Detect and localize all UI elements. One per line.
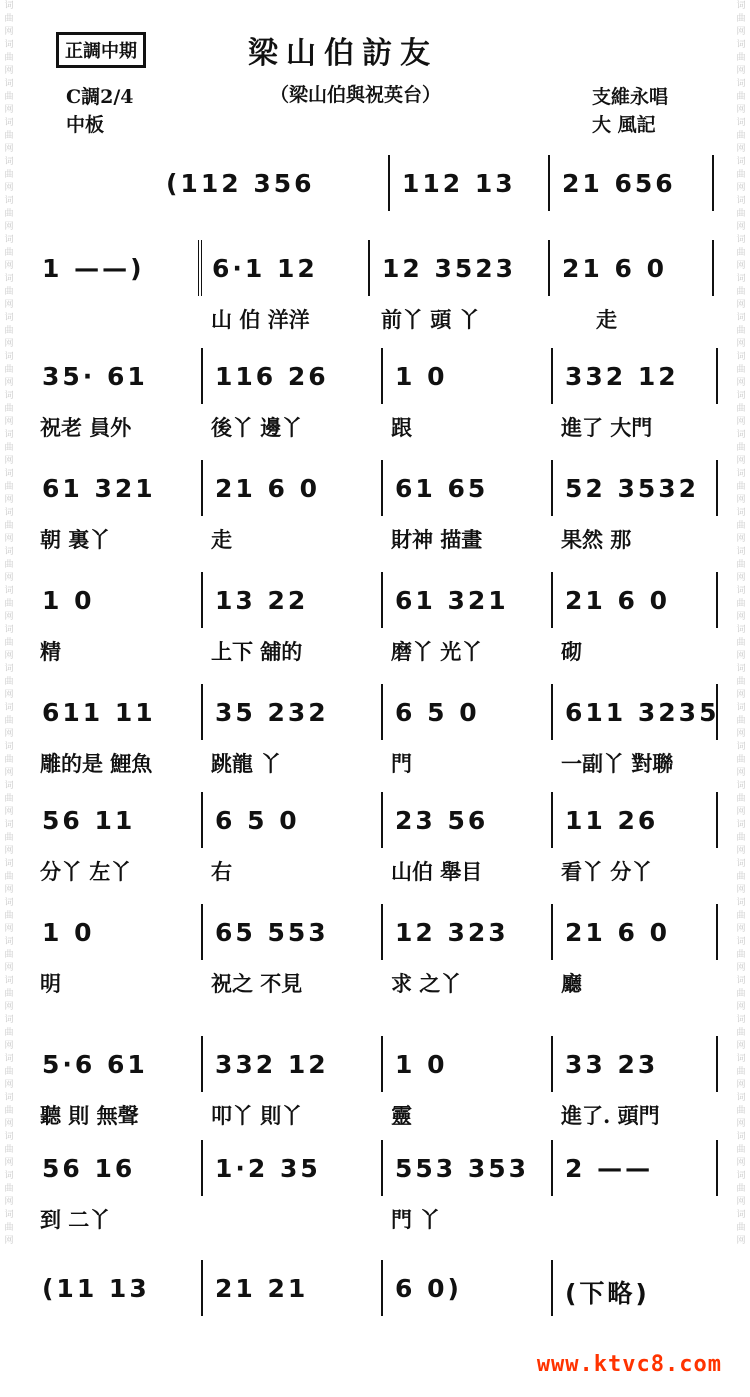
bar-line: [381, 904, 383, 960]
measure: 553 353: [395, 1154, 530, 1183]
note-line: [36, 684, 726, 740]
lyric: 進了 大門: [561, 415, 653, 440]
bar-line: [201, 792, 203, 848]
lyric: 雕的是 鯉魚: [40, 751, 153, 776]
bar-line: [716, 1036, 718, 1092]
note-line: [36, 1260, 726, 1316]
measure: 65 553: [215, 918, 329, 947]
watermark-right: 词曲网 词曲网 词曲网 词曲网 词曲网 词曲网 词曲网 词曲网 词曲网 词曲网 词曲网 词曲网 词曲网 词曲网 词曲网 词曲网 词曲网 词曲网 词曲网 词曲网 词曲网 词曲网 词曲网 词曲网 词曲网 词曲网 词曲网 词曲网 词曲网 词曲网 词曲网 词曲网: [736, 1, 749, 1246]
measure: 56 11: [42, 806, 136, 835]
bar-line: [551, 904, 553, 960]
measure: 1 0: [42, 586, 95, 615]
lyric: 山 伯 洋洋: [211, 307, 310, 332]
measure: 332 12: [565, 362, 679, 391]
measure: 21 6 0: [565, 586, 670, 615]
song-subtitle: （梁山伯與祝英台）: [270, 84, 442, 106]
lyric: 走: [211, 527, 232, 552]
mode-badge: 正調中期: [56, 32, 146, 68]
bar-line: [201, 1260, 203, 1316]
bar-line: [381, 460, 383, 516]
bar-line: [548, 240, 550, 296]
song-title: 梁山伯訪友: [248, 36, 438, 71]
bar-line: [716, 572, 718, 628]
measure: 61 321: [395, 586, 509, 615]
note-line: [36, 904, 726, 960]
lyric: 前丫 頭 丫: [381, 307, 480, 332]
bar-line: [381, 1140, 383, 1196]
lyric: 一副丫 對聯: [561, 751, 674, 776]
lyric: 求 之丫: [391, 971, 462, 996]
lyric: 門: [391, 751, 412, 776]
bar-line: [551, 460, 553, 516]
measure: 2 ——: [565, 1154, 654, 1183]
measure: 5·6 61: [42, 1050, 148, 1079]
lyric: 明: [40, 971, 61, 996]
bar-line: [368, 240, 370, 296]
measure: (112 356: [166, 169, 315, 198]
lyric: 果然 那: [561, 527, 632, 552]
lyric: 祝老 員外: [40, 415, 132, 440]
lyric: 叩丫 則丫: [211, 1103, 303, 1128]
measure: 116 26: [215, 362, 329, 391]
measure: 112 13: [402, 169, 516, 198]
measure: 6·1 12: [212, 254, 318, 283]
lyric: 走: [596, 307, 617, 332]
note-line: [36, 460, 726, 516]
lyric: 靈: [391, 1103, 412, 1128]
bar-line: [381, 684, 383, 740]
recorder-credit: 大 風記: [592, 114, 656, 136]
bar-line: [551, 572, 553, 628]
measure: 56 16: [42, 1154, 136, 1183]
bar-line: [201, 684, 203, 740]
bar-line: [716, 1140, 718, 1196]
measure: 21 6 0: [565, 918, 670, 947]
key-signature: C調2/4: [66, 86, 134, 108]
bar-line: [551, 1036, 553, 1092]
lyric: 右: [211, 859, 232, 884]
lyric: 砌: [561, 639, 582, 664]
measure: 1 0: [395, 1050, 448, 1079]
measure: 611 11: [42, 698, 156, 727]
measure: 21 6 0: [562, 254, 667, 283]
tempo-marking: 中板: [66, 114, 105, 136]
lyric: 精: [40, 639, 61, 664]
measure: 6 5 0: [395, 698, 480, 727]
lyric: 財神 描畫: [391, 527, 483, 552]
note-line: [36, 792, 726, 848]
bar-line: [201, 572, 203, 628]
measure: 1·2 35: [215, 1154, 321, 1183]
bar-line: [551, 1140, 553, 1196]
bar-line: [716, 904, 718, 960]
site-watermark: www.ktvc8.com: [536, 1352, 722, 1377]
measure: 1 0: [395, 362, 448, 391]
measure: 1 ——): [42, 254, 145, 283]
bar-line: [716, 460, 718, 516]
bar-line: [716, 684, 718, 740]
measure: 12 323: [395, 918, 509, 947]
lyric: 後丫 邊丫: [211, 415, 303, 440]
lyric: 門 丫: [391, 1207, 441, 1232]
bar-line: [712, 240, 714, 296]
bar-line: [201, 460, 203, 516]
note-line: [36, 348, 726, 404]
bar-line: [388, 155, 390, 211]
measure: 6 0): [395, 1274, 462, 1303]
measure: 11 26: [565, 806, 659, 835]
bar-line: [381, 792, 383, 848]
measure: 21 6 0: [215, 474, 320, 503]
measure: 12 3523: [382, 254, 517, 283]
bar-line: [551, 348, 553, 404]
bar-line: [716, 792, 718, 848]
watermark-left: 词曲网 词曲网 词曲网 词曲网 词曲网 词曲网 词曲网 词曲网 词曲网 词曲网 词曲网 词曲网 词曲网 词曲网 词曲网 词曲网 词曲网 词曲网 词曲网 词曲网 词曲网 词曲网 词曲网 词曲网 词曲网 词曲网 词曲网 词曲网 词曲网 词曲网 词曲网 词曲网: [4, 1, 17, 1246]
bar-line: [381, 572, 383, 628]
measure: 21 656: [562, 169, 676, 198]
bar-line: [551, 1260, 553, 1316]
bar-line: [716, 348, 718, 404]
lyric: 到 二丫: [40, 1207, 111, 1232]
measure: (下略): [565, 1279, 650, 1308]
measure: 35 232: [215, 698, 329, 727]
measure: 21 21: [215, 1274, 309, 1303]
measure: 332 12: [215, 1050, 329, 1079]
lyric: 聽 則 無聲: [40, 1103, 139, 1128]
bar-line: [551, 792, 553, 848]
measure: 611 3235: [565, 698, 720, 727]
bar-line: [201, 904, 203, 960]
note-line: [36, 1140, 726, 1196]
bar-line: [551, 684, 553, 740]
measure: 61 65: [395, 474, 489, 503]
lyric: 磨丫 光丫: [391, 639, 483, 664]
lyric: 看丫 分丫: [561, 859, 653, 884]
bar-line: [381, 1036, 383, 1092]
lyric: 分丫 左丫: [40, 859, 132, 884]
lyric: 廳: [561, 971, 582, 996]
singer-credit: 支維永唱: [592, 86, 669, 108]
lyric: 跳龍 丫: [211, 751, 282, 776]
bar-line: [381, 1260, 383, 1316]
bar-line: [201, 1140, 203, 1196]
bar-line: [548, 155, 550, 211]
measure: 35· 61: [42, 362, 148, 391]
measure: (11 13: [42, 1274, 150, 1303]
lyric: 上下 舖的: [211, 639, 303, 664]
note-line: [36, 572, 726, 628]
lyric: 山伯 舉目: [391, 859, 483, 884]
note-line: [36, 155, 726, 211]
lyric: 進了. 頭門: [561, 1103, 660, 1128]
bar-line: [201, 1036, 203, 1092]
measure: 23 56: [395, 806, 489, 835]
note-line: [36, 240, 726, 296]
measure: 13 22: [215, 586, 309, 615]
note-line: [36, 1036, 726, 1092]
measure: 1 0: [42, 918, 95, 947]
bar-line: [198, 240, 206, 296]
lyric: 祝之 不見: [211, 971, 303, 996]
bar-line: [381, 348, 383, 404]
measure: 33 23: [565, 1050, 659, 1079]
lyric: 朝 裏丫: [40, 527, 111, 552]
bar-line: [201, 348, 203, 404]
lyric: 跟: [391, 415, 412, 440]
measure: 6 5 0: [215, 806, 300, 835]
measure: 52 3532: [565, 474, 700, 503]
bar-line: [712, 155, 714, 211]
measure: 61 321: [42, 474, 156, 503]
